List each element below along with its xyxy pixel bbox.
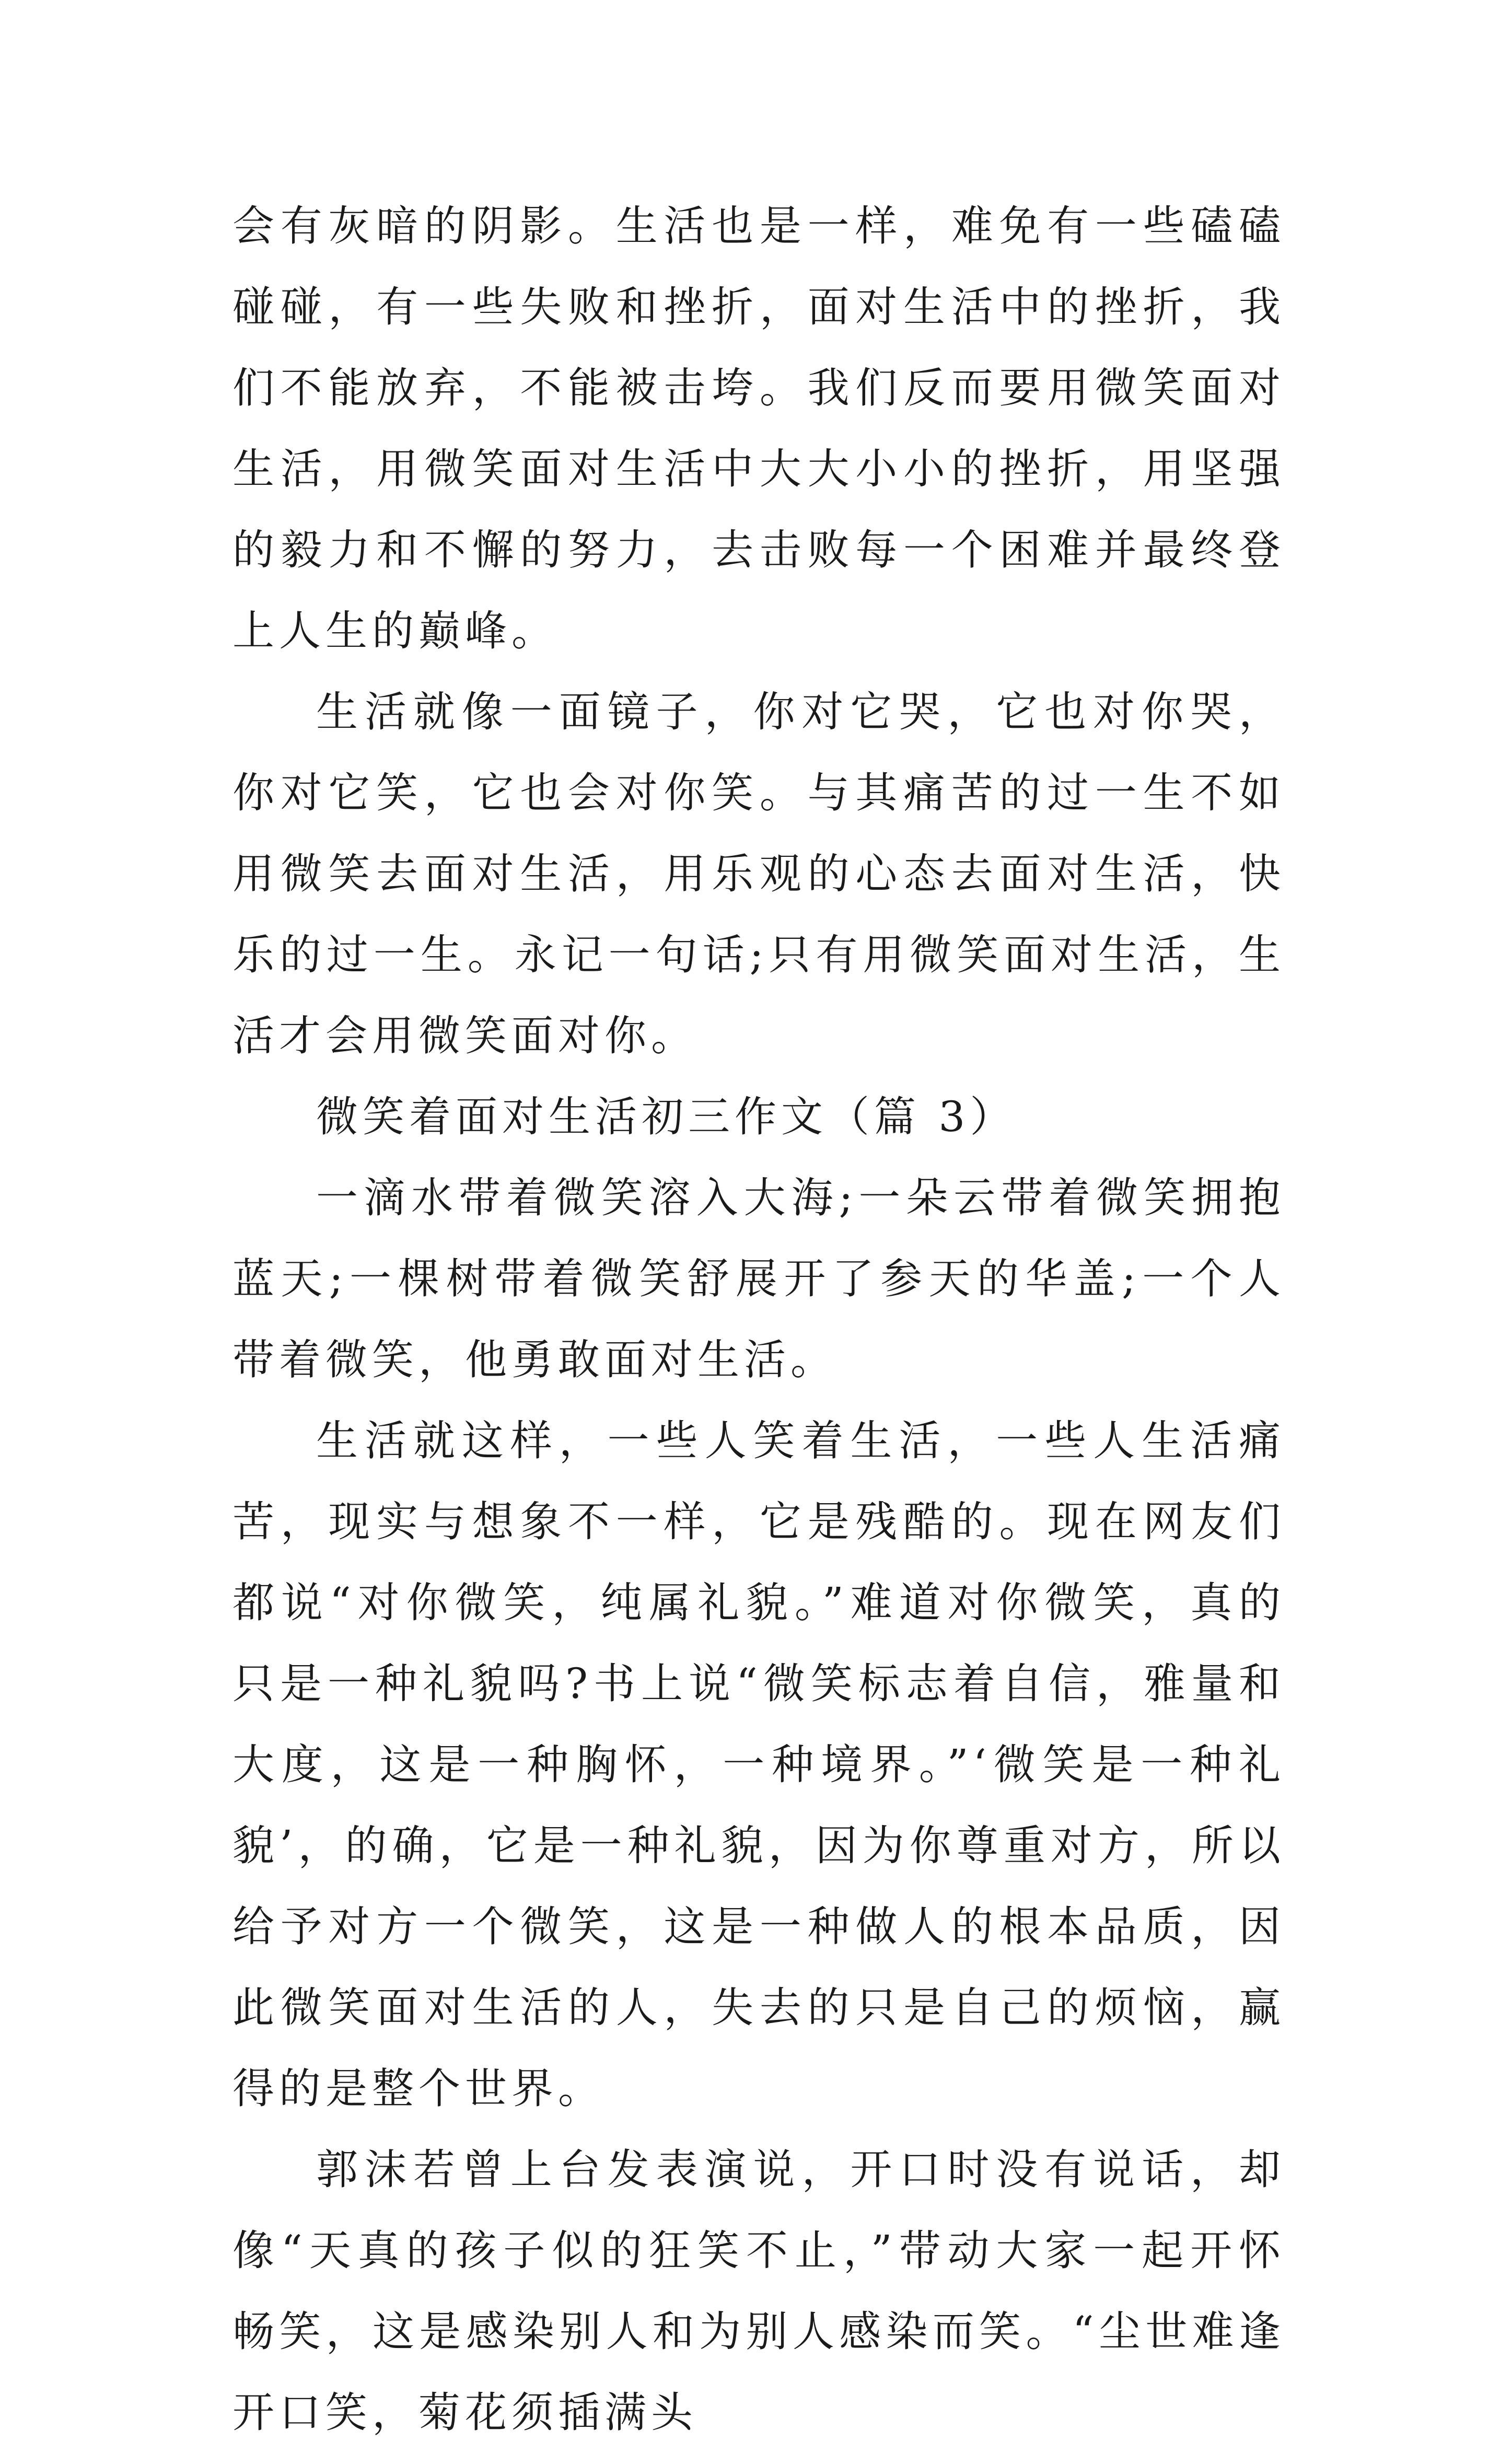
paragraph-3: 一滴水带着微笑溶入大海;一朵云带着微笑拥抱蓝天;一棵树带着微笑舒展开了参天的华盖;一个人带着微笑，他勇敢面对生活。 <box>232 1173 1285 1384</box>
essay-body <box>232 185 1285 2453</box>
paragraph-2: 生活就像一面镜子，你对它哭，它也对你哭，你对它笑，它也会对你笑。与其痛苦的过一生不如用微笑去面对生活，用乐观的心态去面对生活，快乐的过一生。永记一句话;只有用微笑面对生活，生活才会用微笑面对你。 <box>232 688 1285 1060</box>
paragraph-1: 会有灰暗的阴影。生活也是一样，难免有一些磕磕碰碰，有一些失败和挫折，面对生活中的挫折，我们不能放弃，不能被击垮。我们反而要用微笑面对生活，用微笑面对生活中大大小小的挫折，用坚强的毅力和不懈的努力，去击败每一个困难并最终登上人生的巅峰。 <box>232 202 1285 655</box>
paragraph-5: 郭沫若曾上台发表演说，开口时没有说话，却像“天真的孩子似的狂笑不止，”带动大家一起开怀畅笑，这是感染别人和为别人感染而笑。“尘世难逢开口笑，菊花须插满头 <box>232 2145 1285 2437</box>
paragraph-4: 生活就这样，一些人笑着生活，一些人生活痛苦，现实与想象不一样，它是残酷的。现在网友们都说“对你微笑，纯属礼貌。”难道对你微笑，真的只是一种礼貌吗?书上说“微笑标志着自信，雅量和大度，这是一种胸怀，一种境界。”‘微笑是一种礼貌’，的确，它是一种礼貌，因为你尊重对方，所以给予对方一个微笑，这是一种做人的根本品质，因此微笑面对生活的人，失去的只是自己的烦恼，赢得的是整个世界。 <box>232 1416 1285 2113</box>
section-heading: 微笑着面对生活初三作文（篇 3） <box>316 1092 1017 1141</box>
